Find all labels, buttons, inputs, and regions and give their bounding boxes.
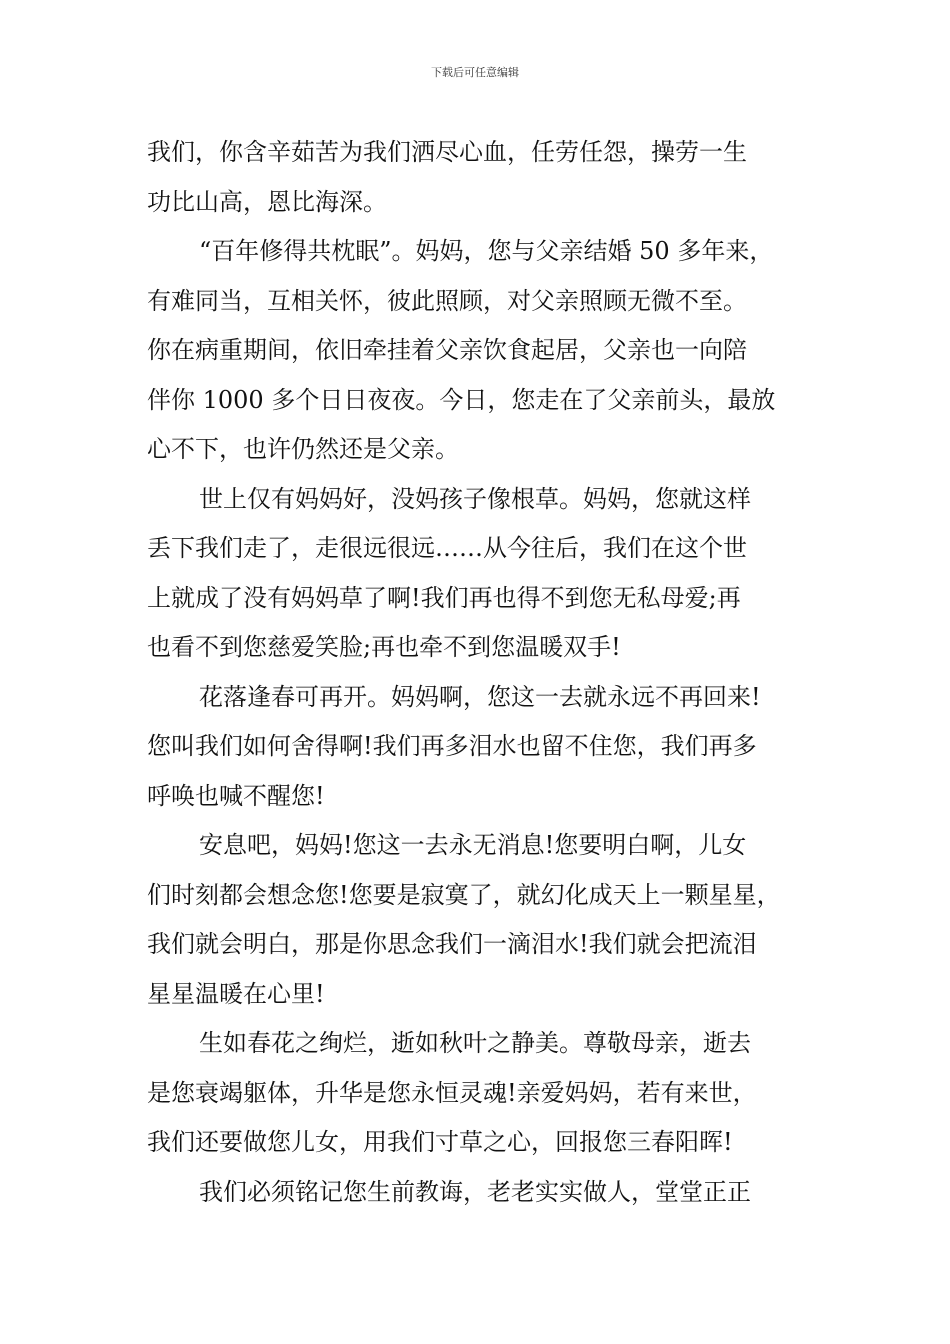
text-line: 世上仅有妈妈好，没妈孩子像根草。妈妈，您就这样 (199, 484, 751, 513)
text-line: 我们，你含辛茹苦为我们洒尽心血，任劳任怨，操劳一生 (147, 138, 747, 166)
text-line: 有难同当，互相关怀，彼此照顾，对父亲照顾无微不至。 (147, 286, 747, 315)
text-line: 我们还要做您儿女，用我们寸草之心，回报您三春阳晖! (147, 1128, 733, 1156)
text-line: 星星温暖在心里! (147, 979, 325, 1008)
page-header: 下载后可任意编辑 (431, 66, 519, 79)
text-line: 是您衰竭躯体，升华是您永恒灵魂!亲爱妈妈，若有来世， (147, 1078, 757, 1107)
text-line: 功比山高，恩比海深。 (147, 187, 387, 216)
text-line: 安息吧，妈妈!您这一去永无消息!您要明白啊，儿女 (199, 831, 747, 859)
text-line: 我们就会明白，那是你思念我们一滴泪水!我们就会把流泪 (147, 930, 757, 958)
text-line: 们时刻都会想念您!您要是寂寞了，就幻化成天上一颗星星， (147, 880, 781, 909)
text-line: 上就成了没有妈妈草了啊!我们再也得不到您无私母爱;再 (147, 583, 741, 612)
text-line: 你在病重期间，依旧牵挂着父亲饮食起居，父亲也一向陪 (147, 336, 747, 364)
text-line: 心不下，也许仍然还是父亲。 (147, 435, 459, 463)
text-line: 我们必须铭记您生前教诲，老老实实做人，堂堂正正 (199, 1177, 751, 1206)
text-line: 也看不到您慈爱笑脸;再也牵不到您温暖双手! (147, 633, 621, 661)
document-body (147, 128, 847, 1217)
text-line: 丢下我们走了，走很远很远……从今往后，我们在这个世 (147, 534, 747, 562)
text-line: 您叫我们如何舍得啊!我们再多泪水也留不住您，我们再多 (147, 732, 757, 760)
text-line: 花落逢春可再开。妈妈啊，您这一去就永远不再回来! (199, 682, 761, 711)
text-line: 伴你 1000 多个日日夜夜。今日，您走在了父亲前头，最放 (147, 385, 776, 414)
text-line: “百年修得共枕眠”。妈妈，您与父亲结婚 50 多年来， (199, 237, 774, 265)
text-line: 呼唤也喊不醒您! (147, 781, 325, 810)
text-line: 生如春花之绚烂，逝如秋叶之静美。尊敬母亲，逝去 (199, 1029, 751, 1057)
